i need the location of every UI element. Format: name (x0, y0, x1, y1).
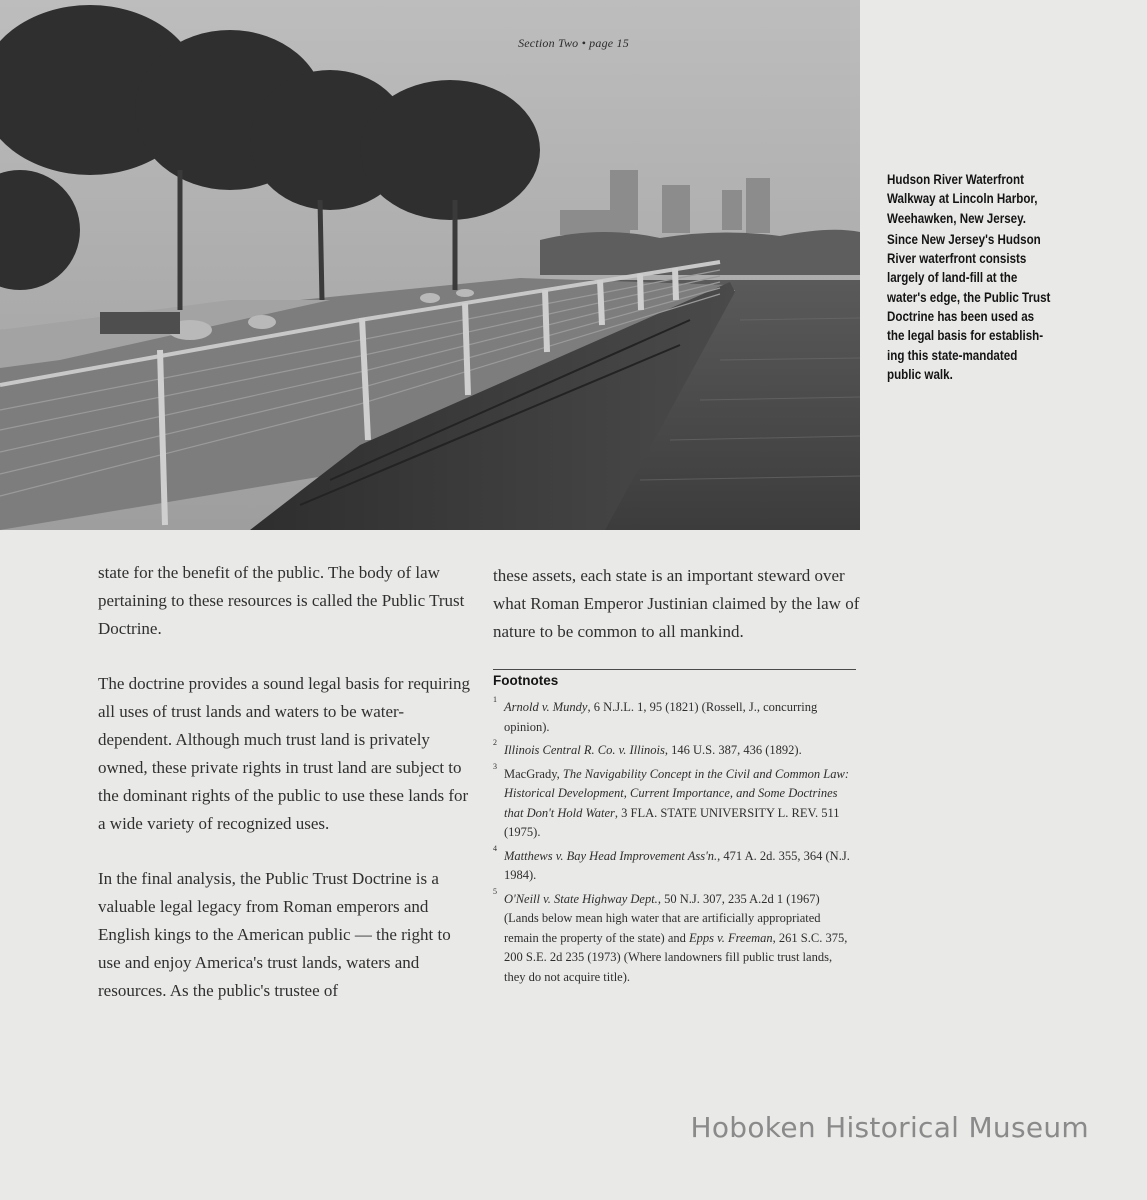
footnote (493, 886, 855, 988)
citation: , 3 FLA. STATE UNIVERSITY L. REV. 511 (1975). (504, 805, 840, 839)
citation: , 146 U.S. 387, 436 (1892). (664, 743, 802, 757)
paragraph: In the final analysis, the Public Trust Doctrine is a valuable legal legacy from Roman emperors and English kings to the American public — the right to use and enjoy America's trust lands, waters and resources. As the public's trustee of (98, 869, 451, 1000)
footnote-number: 5 (493, 886, 497, 896)
footnote-number: 2 (493, 738, 497, 747)
citation: , 261 S.C. 375, 200 S.E. 2d 235 (1973) (Where landowners fill public trust lands, they do not acquire title). (504, 930, 848, 984)
body-column-left (98, 559, 470, 1032)
running-head: Section Two • page 15 (518, 36, 629, 50)
case-name: Matthews v. Bay Head Improvement Ass'n. (504, 848, 718, 863)
paragraph: The doctrine provides a sound legal basis for requiring all uses of trust lands and waters to be water-dependent. Although much trust land is privately owned, these private rights in trust land are subject to the dominant rights of the public to use these lands for a wide variety of recognized uses. (98, 674, 471, 833)
case-name: Arnold v. Mundy (504, 700, 588, 714)
case-name: Illinois Central R. Co. v. Illinois (504, 743, 665, 757)
citation: , 50 N.J. 307, 235 A.2d 1 (1967) (Lands below mean high water that are artificially appropriated remain the property of the state) and (504, 891, 821, 945)
paragraph: state for the benefit of the public. The body of law pertaining to these resources is called the Public Trust Doctrine. (98, 563, 465, 638)
citation: , 6 N.J.L. 1, 95 (1821) (Rossell, J., concurring opinion). (504, 700, 818, 734)
footnote-number: 3 (493, 761, 497, 771)
footnote (493, 843, 855, 886)
caption-body: Since New Jersey's Hudson River waterfront consists largely of land-fill at the water's edge, the Public Trust Doctrine has been used as the legal basis for establish-ing this state-mandated public walk. (887, 231, 1051, 382)
footnote-number: 1 (493, 695, 497, 704)
footnotes-heading: Footnotes (493, 673, 559, 688)
footnote-number: 4 (493, 843, 497, 853)
citation: , 471 A. 2d. 355, 364 (N.J. 1984). (504, 848, 850, 882)
footnotes-list (493, 695, 855, 991)
caption-title: Hudson River Waterfront Walkway at Lincoln Harbor, Weehawken, New Jersey. (887, 172, 1038, 226)
body-column-right (493, 562, 863, 646)
photo-caption (887, 170, 1050, 384)
footnote (493, 738, 855, 761)
footnotes-divider (493, 669, 856, 670)
waterfront-photo (0, 0, 860, 530)
footnote (493, 695, 855, 737)
museum-watermark: Hoboken Historical Museum (690, 1111, 1089, 1144)
case-name: O'Neill v. State Highway Dept. (504, 891, 658, 906)
case-name: Epps v. Freeman (689, 930, 773, 945)
paragraph: these assets, each state is an important steward over what Roman Emperor Justinian claimed by the law of nature to be common to all mankind. (493, 566, 860, 641)
article-title: The Navigability Concept in the Civil and Common Law: Historical Development, Current Importance, and Some Doctrines that Don't Hold Water (504, 766, 849, 820)
author: MacGrady, (504, 766, 563, 781)
footnote (493, 761, 855, 843)
